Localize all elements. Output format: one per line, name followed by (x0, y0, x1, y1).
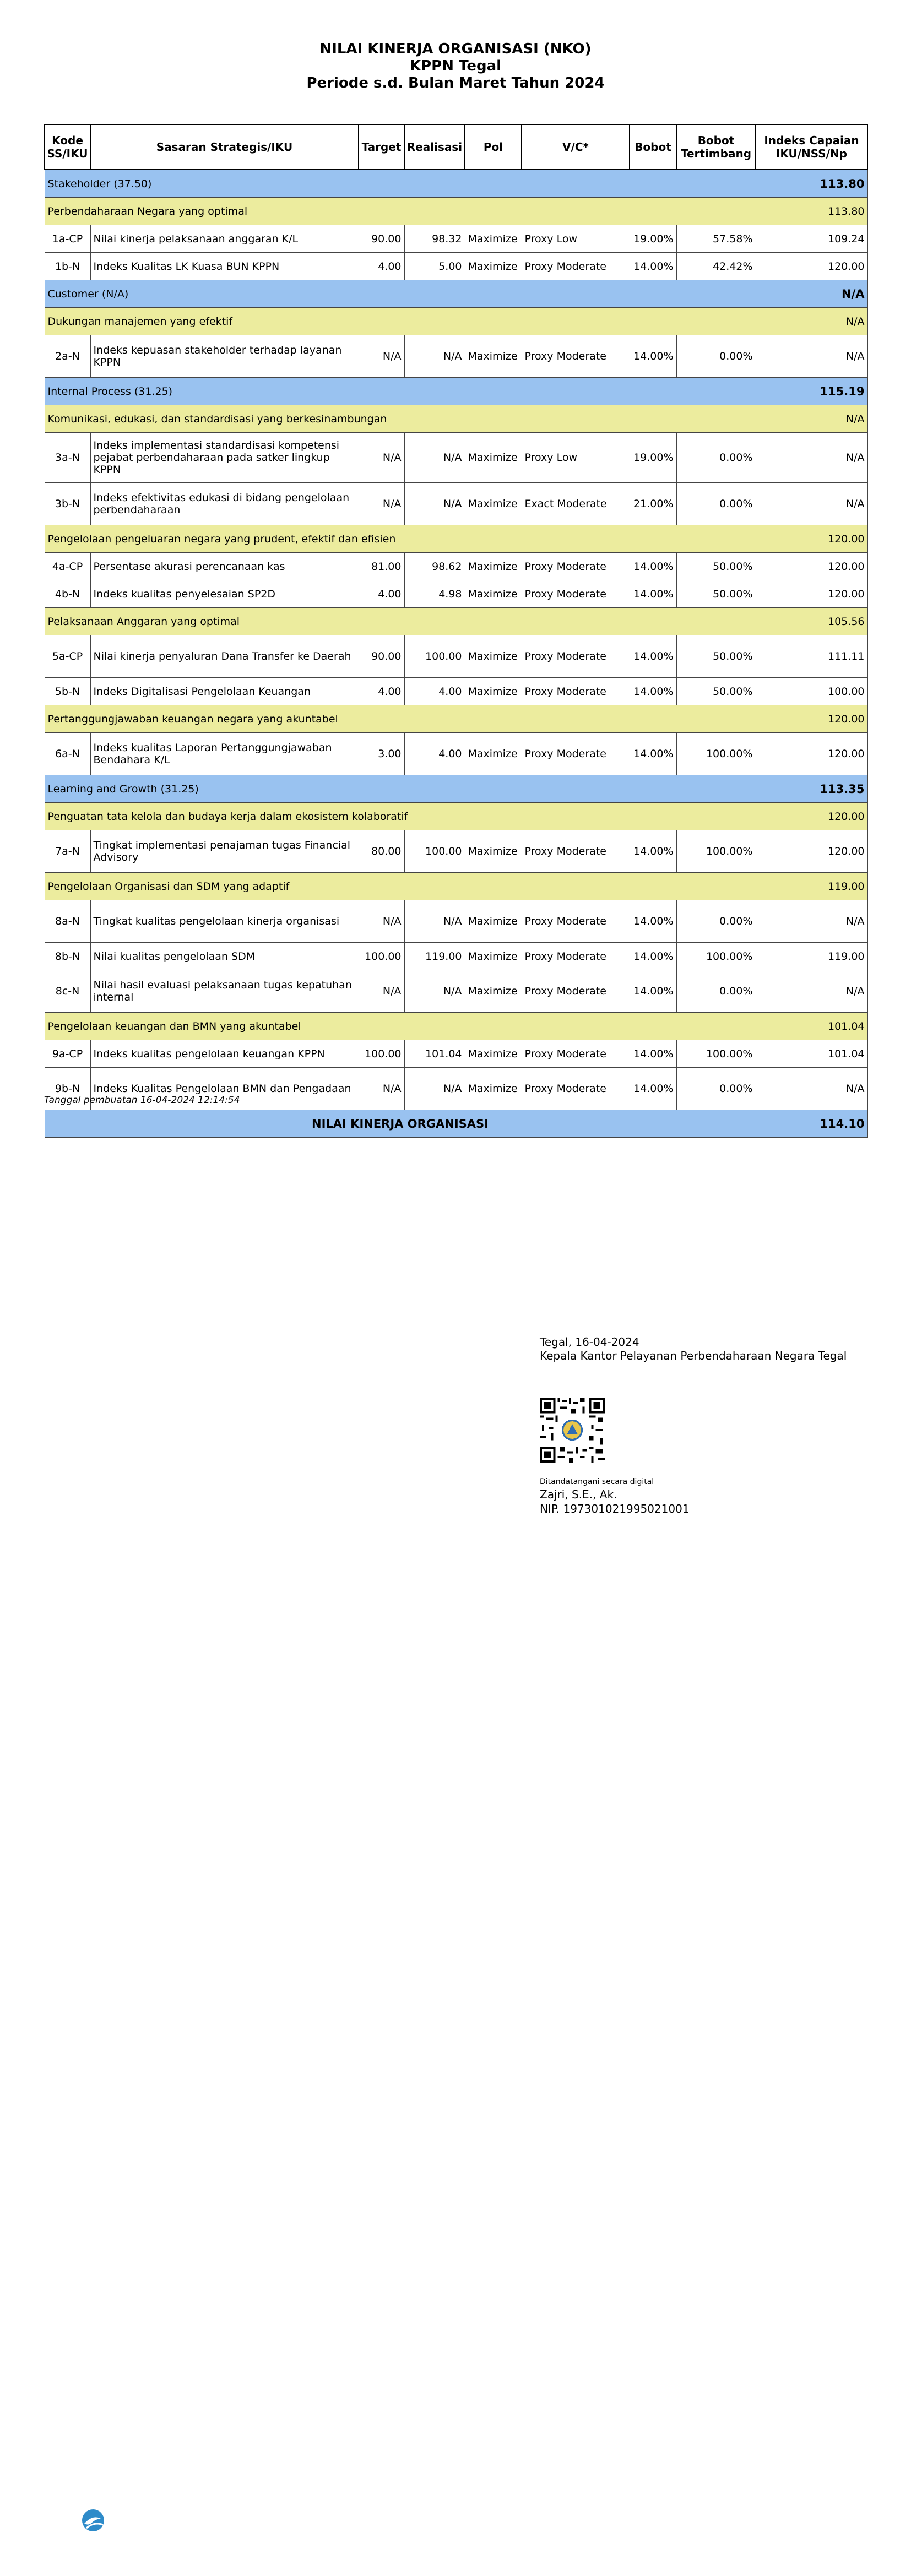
indicator-index: N/A (756, 970, 867, 1013)
indicator-weighted: 0.00% (676, 1068, 756, 1110)
indicator-weighted: 0.00% (676, 433, 756, 483)
strategic-goal-row (45, 308, 867, 335)
indicator-code: 9a-CP (45, 1040, 90, 1068)
indicator-polarity: Maximize (465, 335, 522, 378)
indicator-weight: 14.00% (630, 553, 676, 580)
indicator-code: 1a-CP (45, 225, 90, 253)
strategic-goal-label: Pengelolaan Organisasi dan SDM yang adaptif (45, 873, 756, 900)
indicator-weighted: 0.00% (676, 900, 756, 943)
signature-digital-note: Ditandatangani secara digital (540, 1477, 654, 1486)
strategic-goal-value: 105.56 (756, 608, 867, 635)
signature-position: Kepala Kantor Pelayanan Perbendaharaan Negara Tegal (540, 1349, 847, 1362)
indicator-code: 8c-N (45, 970, 90, 1013)
indicator-vc: Proxy Moderate (522, 553, 630, 580)
perspective-value: 113.35 (756, 775, 867, 803)
indicator-vc: Proxy Moderate (522, 580, 630, 608)
perspective-row (45, 280, 867, 308)
indicator-weight: 14.00% (630, 635, 676, 678)
signature-name: Zajri, S.E., Ak. (540, 1488, 617, 1501)
indicator-weight: 14.00% (630, 733, 676, 775)
indicator-target: 4.00 (359, 678, 404, 705)
strategic-goal-value: 120.00 (756, 525, 867, 553)
indicator-realization: 100.00 (404, 635, 465, 678)
indicator-vc: Proxy Moderate (522, 943, 630, 970)
indicator-code: 6a-N (45, 733, 90, 775)
perspective-row (45, 170, 867, 198)
indicator-polarity: Maximize (465, 225, 522, 253)
indicator-target: 4.00 (359, 580, 404, 608)
indicator-polarity: Maximize (465, 733, 522, 775)
indicator-weighted: 0.00% (676, 970, 756, 1013)
indicator-code: 5b-N (45, 678, 90, 705)
indicator-weighted: 0.00% (676, 335, 756, 378)
indicator-realization: 98.62 (404, 553, 465, 580)
indicator-realization: N/A (404, 335, 465, 378)
indicator-index: 120.00 (756, 553, 867, 580)
indicator-code: 1b-N (45, 253, 90, 280)
indicator-polarity: Maximize (465, 253, 522, 280)
indicator-realization: 101.04 (404, 1040, 465, 1068)
indicator-realization: 4.98 (404, 580, 465, 608)
strategic-goal-label: Pertanggungjawaban keuangan negara yang akuntabel (45, 705, 756, 733)
report-title (0, 41, 911, 92)
indicator-vc: Proxy Moderate (522, 733, 630, 775)
strategic-goal-label: Dukungan manajemen yang efektif (45, 308, 756, 335)
indicator-row (45, 635, 867, 678)
indicator-realization: 4.00 (404, 733, 465, 775)
indicator-polarity: Maximize (465, 553, 522, 580)
indicator-weighted: 100.00% (676, 943, 756, 970)
indicator-target: 81.00 (359, 553, 404, 580)
indicator-weight: 14.00% (630, 1040, 676, 1068)
strategic-goal-label: Perbendaharaan Negara yang optimal (45, 198, 756, 225)
indicator-name: Indeks kualitas penyelesaian SP2D (90, 580, 359, 608)
indicator-name: Tingkat kualitas pengelolaan kinerja organisasi (90, 900, 359, 943)
indicator-vc: Exact Moderate (522, 483, 630, 525)
indicator-target: N/A (359, 335, 404, 378)
indicator-code: 8a-N (45, 900, 90, 943)
indicator-index: 109.24 (756, 225, 867, 253)
indicator-name: Indeks Digitalisasi Pengelolaan Keuangan (90, 678, 359, 705)
indicator-polarity: Maximize (465, 678, 522, 705)
indicator-weight: 14.00% (630, 900, 676, 943)
indicator-name: Indeks Kualitas LK Kuasa BUN KPPN (90, 253, 359, 280)
indicator-polarity: Maximize (465, 433, 522, 483)
perspective-value: 113.80 (756, 170, 867, 198)
indicator-target: N/A (359, 483, 404, 525)
indicator-row (45, 1040, 867, 1068)
signature-place-date: Tegal, 16-04-2024 (540, 1335, 639, 1349)
indicator-code: 2a-N (45, 335, 90, 378)
indicator-vc: Proxy Moderate (522, 900, 630, 943)
indicator-name: Indeks Kualitas Pengelolaan BMN dan Pengadaan (90, 1068, 359, 1110)
indicator-code: 8b-N (45, 943, 90, 970)
indicator-weight: 14.00% (630, 678, 676, 705)
indicator-weighted: 50.00% (676, 678, 756, 705)
indicator-polarity: Maximize (465, 1068, 522, 1110)
strategic-goal-value: 113.80 (756, 198, 867, 225)
strategic-goal-value: N/A (756, 405, 867, 433)
indicator-polarity: Maximize (465, 970, 522, 1013)
strategic-goal-value: 120.00 (756, 803, 867, 830)
strategic-goal-label: Penguatan tata kelola dan budaya kerja dalam ekosistem kolaboratif (45, 803, 756, 830)
perspective-row (45, 378, 867, 405)
indicator-name: Nilai hasil evaluasi pelaksanaan tugas kepatuhan internal (90, 970, 359, 1013)
indicator-vc: Proxy Moderate (522, 335, 630, 378)
indicator-realization: N/A (404, 1068, 465, 1110)
indicator-weighted: 57.58% (676, 225, 756, 253)
col-header-index: Indeks Capaian IKU/NSS/Np (756, 124, 867, 170)
col-header-realization: Realisasi (404, 124, 465, 170)
indicator-weighted: 100.00% (676, 830, 756, 873)
indicator-index: N/A (756, 483, 867, 525)
total-value: 114.10 (756, 1110, 867, 1138)
indicator-weight: 14.00% (630, 943, 676, 970)
indicator-row (45, 225, 867, 253)
col-header-weighted: Bobot Tertimbang (676, 124, 756, 170)
indicator-polarity: Maximize (465, 483, 522, 525)
strategic-goal-label: Pengelolaan pengeluaran negara yang prudent, efektif dan efisien (45, 525, 756, 553)
indicator-index: 101.04 (756, 1040, 867, 1068)
strategic-goal-row (45, 198, 867, 225)
indicator-name: Indeks kepuasan stakeholder terhadap layanan KPPN (90, 335, 359, 378)
indicator-vc: Proxy Moderate (522, 1068, 630, 1110)
indicator-row (45, 483, 867, 525)
signature-nip: NIP. 197301021995021001 (540, 1502, 690, 1515)
indicator-weighted: 50.00% (676, 580, 756, 608)
indicator-name: Nilai kinerja pelaksanaan anggaran K/L (90, 225, 359, 253)
total-label: NILAI KINERJA ORGANISASI (45, 1110, 756, 1138)
strategic-goal-label: Pelaksanaan Anggaran yang optimal (45, 608, 756, 635)
indicator-realization: N/A (404, 900, 465, 943)
col-header-vc: V/C* (522, 124, 630, 170)
indicator-index: N/A (756, 900, 867, 943)
strategic-goal-label: Komunikasi, edukasi, dan standardisasi yang berkesinambungan (45, 405, 756, 433)
indicator-polarity: Maximize (465, 580, 522, 608)
indicator-realization: 4.00 (404, 678, 465, 705)
perspective-value: N/A (756, 280, 867, 308)
indicator-index: N/A (756, 335, 867, 378)
indicator-weight: 14.00% (630, 253, 676, 280)
indicator-name: Nilai kinerja penyaluran Dana Transfer ke Daerah (90, 635, 359, 678)
total-row (45, 1110, 867, 1138)
perspective-label: Learning and Growth (31.25) (45, 775, 756, 803)
indicator-weighted: 0.00% (676, 483, 756, 525)
indicator-row (45, 433, 867, 483)
strategic-goal-value: 101.04 (756, 1013, 867, 1040)
col-header-goal: Sasaran Strategis/IKU (90, 124, 359, 170)
indicator-weighted: 50.00% (676, 553, 756, 580)
strategic-goal-row (45, 405, 867, 433)
indicator-target: 100.00 (359, 943, 404, 970)
indicator-code: 3b-N (45, 483, 90, 525)
indicator-vc: Proxy Low (522, 433, 630, 483)
report-title-line2: KPPN Tegal (409, 58, 502, 74)
indicator-name: Persentase akurasi perencanaan kas (90, 553, 359, 580)
indicator-index: 120.00 (756, 830, 867, 873)
indicator-name: Nilai kualitas pengelolaan SDM (90, 943, 359, 970)
perspective-label: Internal Process (31.25) (45, 378, 756, 405)
indicator-weight: 14.00% (630, 970, 676, 1013)
nko-table (44, 124, 868, 1138)
indicator-realization: 100.00 (404, 830, 465, 873)
indicator-code: 3a-N (45, 433, 90, 483)
strategic-goal-value: 120.00 (756, 705, 867, 733)
strategic-goal-value: N/A (756, 308, 867, 335)
indicator-weighted: 100.00% (676, 1040, 756, 1068)
indicator-target: 100.00 (359, 1040, 404, 1068)
indicator-row (45, 253, 867, 280)
indicator-target: 80.00 (359, 830, 404, 873)
indicator-vc: Proxy Moderate (522, 253, 630, 280)
strategic-goal-label: Pengelolaan keuangan dan BMN yang akuntabel (45, 1013, 756, 1040)
indicator-vc: Proxy Moderate (522, 678, 630, 705)
indicator-polarity: Maximize (465, 635, 522, 678)
indicator-row (45, 830, 867, 873)
report-title-line1: NILAI KINERJA ORGANISASI (NKO) (319, 41, 592, 57)
indicator-row (45, 335, 867, 378)
footer-logo-icon (80, 2508, 106, 2532)
perspective-value: 115.19 (756, 378, 867, 405)
indicator-target: N/A (359, 433, 404, 483)
strategic-goal-row (45, 803, 867, 830)
indicator-index: 120.00 (756, 253, 867, 280)
indicator-index: N/A (756, 433, 867, 483)
col-header-weight: Bobot (630, 124, 676, 170)
indicator-weight: 14.00% (630, 1068, 676, 1110)
indicator-row (45, 553, 867, 580)
strategic-goal-value: 119.00 (756, 873, 867, 900)
indicator-name: Indeks kualitas pengelolaan keuangan KPPN (90, 1040, 359, 1068)
indicator-target: N/A (359, 970, 404, 1013)
indicator-row (45, 733, 867, 775)
indicator-weight: 14.00% (630, 830, 676, 873)
indicator-vc: Proxy Moderate (522, 830, 630, 873)
creation-timestamp: Tanggal pembuatan 16-04-2024 12:14:54 (44, 1095, 240, 1106)
indicator-row (45, 678, 867, 705)
indicator-weight: 19.00% (630, 433, 676, 483)
indicator-row (45, 580, 867, 608)
indicator-target: 90.00 (359, 225, 404, 253)
indicator-name: Indeks efektivitas edukasi di bidang pengelolaan perbendaharaan (90, 483, 359, 525)
indicator-target: N/A (359, 1068, 404, 1110)
indicator-weighted: 100.00% (676, 733, 756, 775)
indicator-polarity: Maximize (465, 1040, 522, 1068)
indicator-index: 100.00 (756, 678, 867, 705)
indicator-index: N/A (756, 1068, 867, 1110)
indicator-code: 4a-CP (45, 553, 90, 580)
indicator-target: 4.00 (359, 253, 404, 280)
indicator-index: 120.00 (756, 733, 867, 775)
indicator-weight: 21.00% (630, 483, 676, 525)
strategic-goal-row (45, 873, 867, 900)
indicator-index: 120.00 (756, 580, 867, 608)
report-period: Periode s.d. Bulan Maret Tahun 2024 (306, 75, 605, 91)
perspective-label: Stakeholder (37.50) (45, 170, 756, 198)
strategic-goal-row (45, 525, 867, 553)
indicator-target: N/A (359, 900, 404, 943)
table-header-row (45, 124, 867, 170)
col-header-code: Kode SS/IKU (45, 124, 90, 170)
indicator-polarity: Maximize (465, 900, 522, 943)
indicator-code: 7a-N (45, 830, 90, 873)
signature-block (540, 1335, 847, 1363)
indicator-weighted: 50.00% (676, 635, 756, 678)
strategic-goal-row (45, 705, 867, 733)
strategic-goal-row (45, 608, 867, 635)
col-header-target: Target (359, 124, 404, 170)
indicator-code: 5a-CP (45, 635, 90, 678)
indicator-vc: Proxy Low (522, 225, 630, 253)
indicator-row (45, 900, 867, 943)
perspective-row (45, 775, 867, 803)
indicator-vc: Proxy Moderate (522, 1040, 630, 1068)
indicator-weighted: 42.42% (676, 253, 756, 280)
indicator-realization: N/A (404, 483, 465, 525)
qr-code-icon (540, 1398, 605, 1463)
indicator-target: 3.00 (359, 733, 404, 775)
indicator-weight: 19.00% (630, 225, 676, 253)
indicator-realization: N/A (404, 970, 465, 1013)
strategic-goal-row (45, 1013, 867, 1040)
perspective-label: Customer (N/A) (45, 280, 756, 308)
indicator-vc: Proxy Moderate (522, 635, 630, 678)
indicator-realization: 98.32 (404, 225, 465, 253)
indicator-realization: 119.00 (404, 943, 465, 970)
indicator-index: 111.11 (756, 635, 867, 678)
indicator-weight: 14.00% (630, 580, 676, 608)
indicator-realization: N/A (404, 433, 465, 483)
indicator-target: 90.00 (359, 635, 404, 678)
indicator-code: 9b-N (45, 1068, 90, 1110)
indicator-weight: 14.00% (630, 335, 676, 378)
indicator-row (45, 943, 867, 970)
indicator-index: 119.00 (756, 943, 867, 970)
indicator-realization: 5.00 (404, 253, 465, 280)
indicator-name: Indeks kualitas Laporan Pertanggungjawaban Bendahara K/L (90, 733, 359, 775)
indicator-polarity: Maximize (465, 943, 522, 970)
indicator-name: Indeks implementasi standardisasi kompetensi pejabat perbendaharaan pada satker lingkup KPPN (90, 433, 359, 483)
indicator-name: Tingkat implementasi penajaman tugas Financial Advisory (90, 830, 359, 873)
indicator-row (45, 970, 867, 1013)
col-header-polarity: Pol (465, 124, 522, 170)
indicator-vc: Proxy Moderate (522, 970, 630, 1013)
indicator-polarity: Maximize (465, 830, 522, 873)
indicator-code: 4b-N (45, 580, 90, 608)
